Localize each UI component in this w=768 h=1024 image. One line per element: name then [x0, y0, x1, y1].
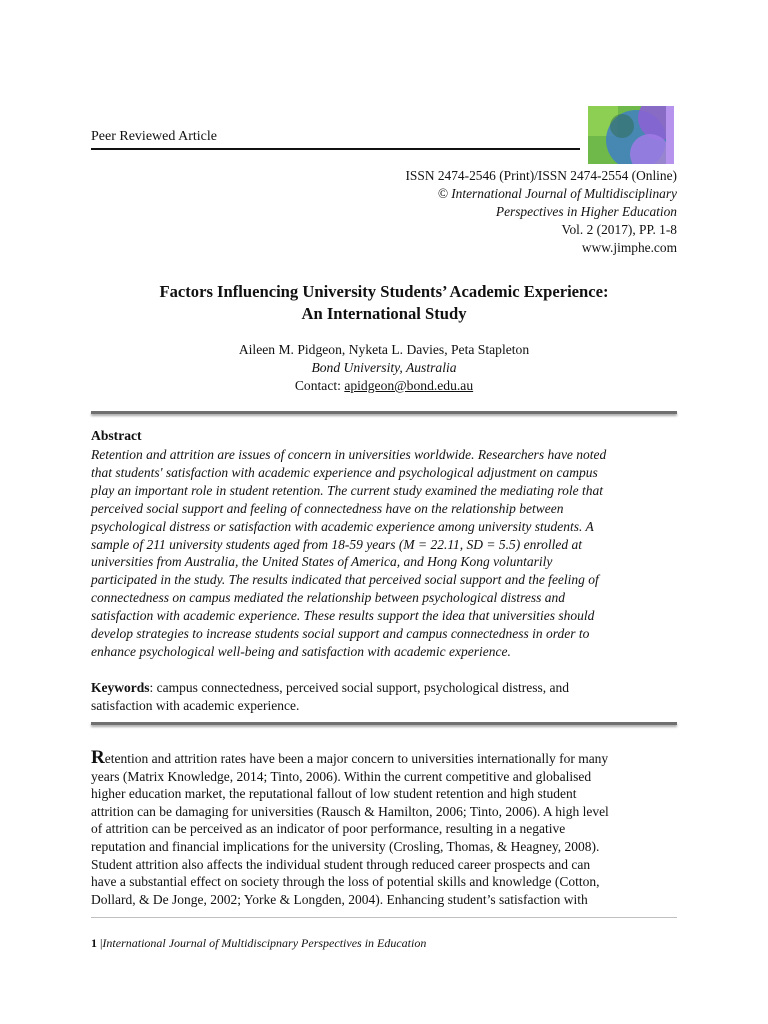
keywords-list: : campus connectedness, perceived social support, psychological distress, and — [149, 680, 570, 695]
abstract-line: Retention and attrition are issues of concern in universities worldwide. Researchers have noted — [91, 447, 607, 462]
body-line: higher education market, the reputational fallout of low student retention and high student — [91, 786, 577, 802]
keywords-label: Keywords — [91, 680, 150, 695]
author-block — [91, 341, 677, 395]
paper-title — [91, 281, 677, 325]
journal-logo — [588, 106, 674, 164]
page-footer — [91, 936, 426, 951]
abstract-line: enhance psychological well-being and satisfaction with academic experience. — [91, 643, 511, 659]
keywords-line-1 — [91, 679, 671, 697]
footer-journal-name: International Journal of Multidiscipnary Perspectives in Education — [102, 936, 427, 950]
abstract-heading: Abstract — [91, 428, 142, 443]
body-line: etention and attrition rates have been a major concern to universities internationally for many — [104, 751, 609, 766]
abstract-bottom-rule — [91, 722, 677, 725]
abstract-line: participated in the study. The results indicated that perceived social support and the feeling of — [91, 572, 599, 588]
abstract-line: develop strategies to increase students social support and campus connectedness in order to — [91, 626, 590, 642]
affiliation: Bond University, Australia — [311, 360, 457, 375]
keywords-block — [91, 679, 671, 715]
contact-label: Contact: — [294, 378, 345, 393]
body-line: attrition can be damaging for universities (Rausch & Hamilton, 2006; Tinto, 2006). A high level — [91, 803, 609, 819]
abstract-top-rule — [91, 411, 677, 414]
body-line: Student attrition also affects the individual student through reduced career prospects and can — [91, 856, 591, 872]
abstract-line: connectedness on campus mediated the relationship between psychological distress and — [91, 590, 566, 606]
header-rule — [91, 148, 580, 150]
abstract-line: sample of 211 university students aged from 18-59 years (M = 22.11, SD = 5.5) enrolled at — [91, 536, 583, 552]
footer-separator: | — [97, 936, 103, 950]
publication-info — [405, 167, 677, 257]
body-line: Dollard, & De Jonge, 2002; Yorke & Longden, 2004). Enhancing student’s satisfaction with — [91, 891, 588, 907]
article-type-label: Peer Reviewed Article — [91, 129, 217, 144]
contact-line — [91, 377, 677, 395]
title-line-2: An International Study — [301, 304, 467, 323]
journal-name-line: Perspectives in Higher Education — [495, 204, 677, 219]
abstract-line: perceived social support and feeling of connectedness have on the relationship between — [91, 500, 564, 516]
drop-cap: R — [91, 747, 105, 768]
body-line: of attrition can be perceived as an indicator of poor performance, resulting in a negative — [91, 821, 566, 837]
page-number: 1 — [91, 936, 97, 950]
abstract-text — [91, 446, 671, 661]
website-line: www.jimphe.com — [581, 240, 677, 255]
body-line: years (Matrix Knowledge, 2014; Tinto, 2006). Within the current competitive and globalised — [91, 768, 592, 784]
abstract-line: play an important role in student retention. The current study examined the mediating role that — [91, 482, 604, 498]
title-line-1: Factors Influencing University Students’ Academic Experience: — [159, 282, 609, 301]
abstract-line: psychological distress or satisfaction with academic experience among university students. A — [91, 518, 594, 534]
abstract-line: satisfaction with academic experience. These results support the idea that universities should — [91, 608, 595, 624]
copyright-line: © International Journal of Multidisciplinary — [437, 186, 677, 201]
body-line: reputation and financial implications for the university (Crosling, Thomas, & Heagney, 2008). — [91, 838, 600, 854]
body-line: have a substantial effect on society through the loss of potential skills and knowledge (Cotton, — [91, 874, 600, 890]
contact-email-link[interactable]: apidgeon@bond.edu.au — [344, 378, 474, 393]
issn-line: ISSN 2474-2546 (Print)/ISSN 2474-2554 (Online) — [405, 168, 677, 183]
abstract-line: that students' satisfaction with academic experience and psychological adjustment on campus — [91, 464, 598, 480]
keywords-line-2: satisfaction with academic experience. — [91, 697, 300, 713]
volume-line: Vol. 2 (2017), PP. 1-8 — [561, 222, 677, 237]
author-names: Aileen M. Pidgeon, Nyketa L. Davies, Peta Stapleton — [238, 342, 530, 357]
body-paragraph — [91, 749, 677, 908]
abstract-line: universities from Australia, the United States of America, and Hong Kong voluntarily — [91, 554, 553, 570]
footer-rule — [91, 917, 677, 918]
body-first-line — [91, 749, 677, 768]
